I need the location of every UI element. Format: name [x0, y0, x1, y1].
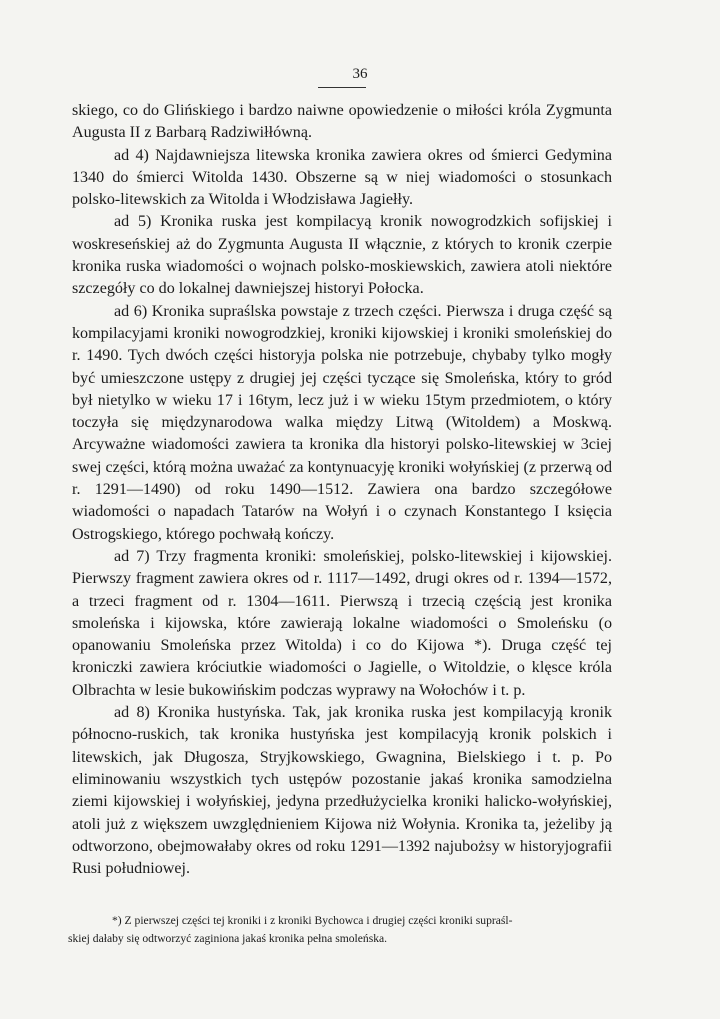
paragraph-ad-4: ad 4) Najdawniejsza litewska kronika zawiera okres od śmierci Gedymina 1340 do śmierci Witolda 1430. Obszerne są w niej wiadomości o stosunkach polsko-litewskich za Witolda i Włodzisława Jagiełły.: [72, 146, 612, 209]
footnote: [68, 912, 614, 947]
paragraph-ad-8: ad 8) Kronika hustyńska. Tak, jak kronika ruska jest kompilacyją kronik północno-ruskich, tak kronika hustyńska jest kompilacyją kronik polskich i litewskich, jak Długosza, Stryjkowskiego, Gwagnina, Bielskiego i t. p. Po eliminowaniu wszystkich tych ustępów pozostanie jakaś kronika samodzielna ziemi kijowskiej i wołyńskiej, jedyna przedłużycielka kroniki halicko-wołyńskiej, atoli już z większem uwzględnieniem Kijowa niż Wołynia. Kronika ta, jeżeliby ją odtworzono, obejmowałaby okres od roku 1291—1392 najubożsy w historyjografii Rusi południowej.: [72, 704, 612, 878]
paragraph-ad-5: ad 5) Kronika ruska jest kompilacyą kronik nowogrodzkich sofijskiej i woskreseńskiej aż do Zygmunta Augusta II włącznie, z których to kronik czerpie kronika ruska wiadomości o wojnach polsko-moskiewskich, zawiera atoli niektóre szczegóły co do lokalnej dawniejszej historyi Połocka.: [72, 213, 612, 298]
footnote-line-2: skiej dałaby się odtworzyć zaginiona jakaś kronika pełna smoleńska.: [68, 931, 388, 945]
paragraph-continuation: skiego, co do Glińskiego i bardzo naiwne opowiedzenie o miłości króla Zygmunta Augusta II z Barbarą Radziwiłłówną.: [72, 102, 612, 142]
paragraph-ad-6: ad 6) Kronika supraślska powstaje z trzech części. Pierwsza i druga część są kompilacyjami kroniki nowogrodzkiej, kroniki kijowskiej i kroniki smoleńskiej do r. 1490. Tych dwóch części historyja polska nie potrzebuje, chybaby tylko mogły być umieszczone ustępy z drugiej jej części tyczące się Smoleńska, który to gród był nietylko w wieku 17 i 16tym, lecz już i w wieku 15tym przedmiotem, o który toczyła się międzynarodowa walka między Litwą (Witoldem) a Moskwą. Arcyważne wiadomości zawiera ta kronika dla historyi polsko-litewskiej w 3ciej swej części, którą można uważać za kontynuacyję kroniki wołyńskiej (z przerwą od r. 1291—1490) od roku 1490—1512. Zawiera ona bardzo szczegółowe wiadomości o napadach Tatarów na Wołyń i o czynach Konstantego I księcia Ostrogskiego, którego pochwałą kończy.: [72, 302, 612, 543]
page-number: 36: [352, 66, 368, 82]
body-text: [72, 100, 612, 880]
footnote-line-1: *) Z pierwszej części tej kroniki i z kroniki Bychowca i drugiej części kroniki supraśl-: [112, 914, 513, 927]
page-number-rule: [318, 87, 366, 88]
paragraph-ad-7: ad 7) Trzy fragmenta kroniki: smoleńskiej, polsko-litewskiej i kijowskiej. Pierwszy fragment zawiera okres od r. 1117—1492, drugi okres od r. 1394—1572, a trzeci fragment od r. 1304—1611. Pierwszą i trzecią częścią jest kronika smoleńska i kijowska, które zawierają lokalne wiadomości o Smoleńsku (o opanowaniu Smoleńska przez Witolda) i co do Kijowa *). Druga część tej kroniczki zawiera króciutkie wiadomości o Jagielle, o Witoldzie, o klęsce króla Olbrachta w lesie bukowińskim podczas wyprawy na Wołochów i t. p.: [72, 547, 612, 699]
